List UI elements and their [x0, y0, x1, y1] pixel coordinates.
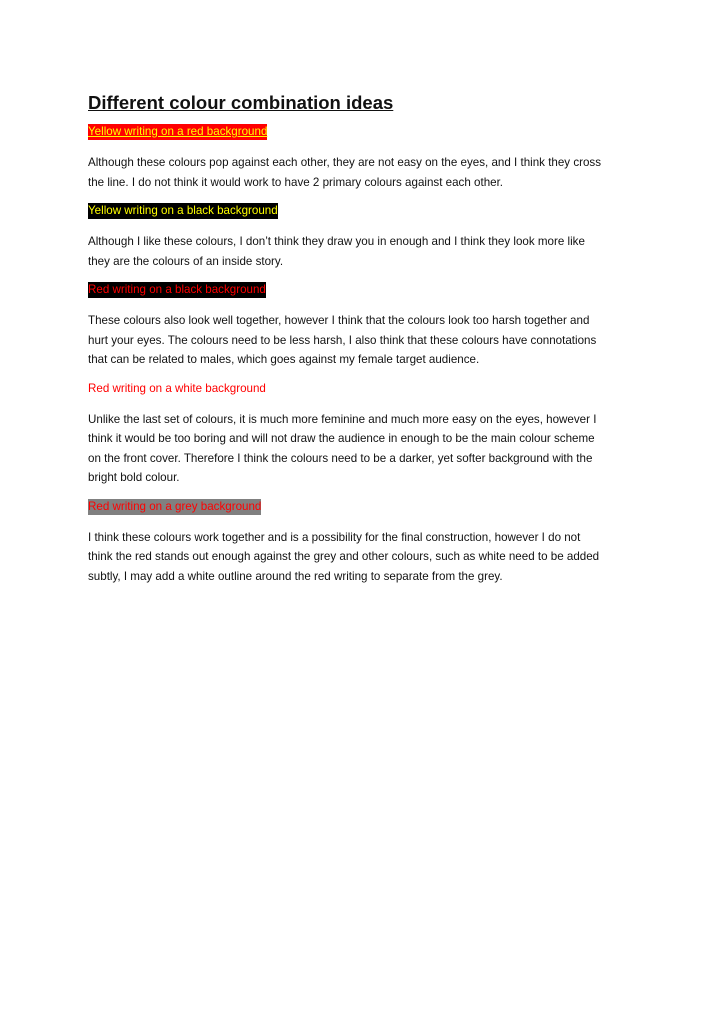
- paragraph-line: think the red stands out enough against the grey and other colours, such as white need to be added: [88, 550, 600, 563]
- paragraph-line: Unlike the last set of colours, it is much more feminine and much more easy on the eyes, however I: [88, 412, 597, 426]
- colour-commentary-paragraph: [88, 232, 640, 271]
- paragraph-line: subtly, I may add a white outline around the red writing to separate from the grey.: [88, 569, 503, 583]
- paragraph-line: Although these colours pop against each other, they are not easy on the eyes, and I think they cross: [88, 156, 602, 169]
- colour-sample-line: [88, 203, 640, 219]
- colour-sample-heading: Yellow writing on a black background: [88, 204, 278, 217]
- colour-sample-line: [88, 282, 640, 298]
- colour-sample-line: [88, 499, 640, 515]
- colour-sample-heading: Red writing on a white background: [88, 381, 266, 395]
- colour-commentary-paragraph: [88, 528, 640, 587]
- colour-sample-heading: Yellow writing on a red background: [88, 125, 268, 138]
- paragraph-line: on the front cover. Therefore I think the colours need to be a darker, yet softer background with the: [88, 451, 593, 465]
- colour-sample-line: [88, 381, 640, 397]
- sections-container: [88, 124, 640, 586]
- paragraph-line: think it would be too boring and will not draw the audience in enough to be the main colour scheme: [88, 432, 595, 445]
- colour-commentary-paragraph: [88, 153, 640, 192]
- paragraph-line: Although I like these colours, I don’t think they draw you in enough and I think they look more like: [88, 235, 585, 248]
- colour-sample-heading: Red writing on a grey background: [88, 499, 262, 513]
- paragraph-line: I think these colours work together and is a possibility for the final construction, however I do not: [88, 530, 581, 544]
- paragraph-line: they are the colours of an inside story.: [88, 254, 284, 268]
- colour-sample-line: [88, 124, 640, 140]
- colour-commentary-paragraph: [88, 410, 640, 488]
- paragraph-line: hurt your eyes. The colours need to be less harsh, I also think that these colours have connotations: [88, 333, 597, 347]
- colour-sample-heading: Red writing on a black background: [88, 283, 266, 296]
- paragraph-line: that can be related to males, which goes against my female target audience.: [88, 353, 480, 366]
- colour-commentary-paragraph: [88, 311, 640, 370]
- page-title: Different colour combination ideas: [88, 92, 394, 113]
- paragraph-line: the line. I do not think it would work to have 2 primary colours against each other.: [88, 175, 504, 189]
- document-body: [88, 91, 640, 597]
- paragraph-line: These colours also look well together, however I think that the colours look too harsh together and: [88, 314, 590, 327]
- paragraph-line: bright bold colour.: [88, 471, 180, 484]
